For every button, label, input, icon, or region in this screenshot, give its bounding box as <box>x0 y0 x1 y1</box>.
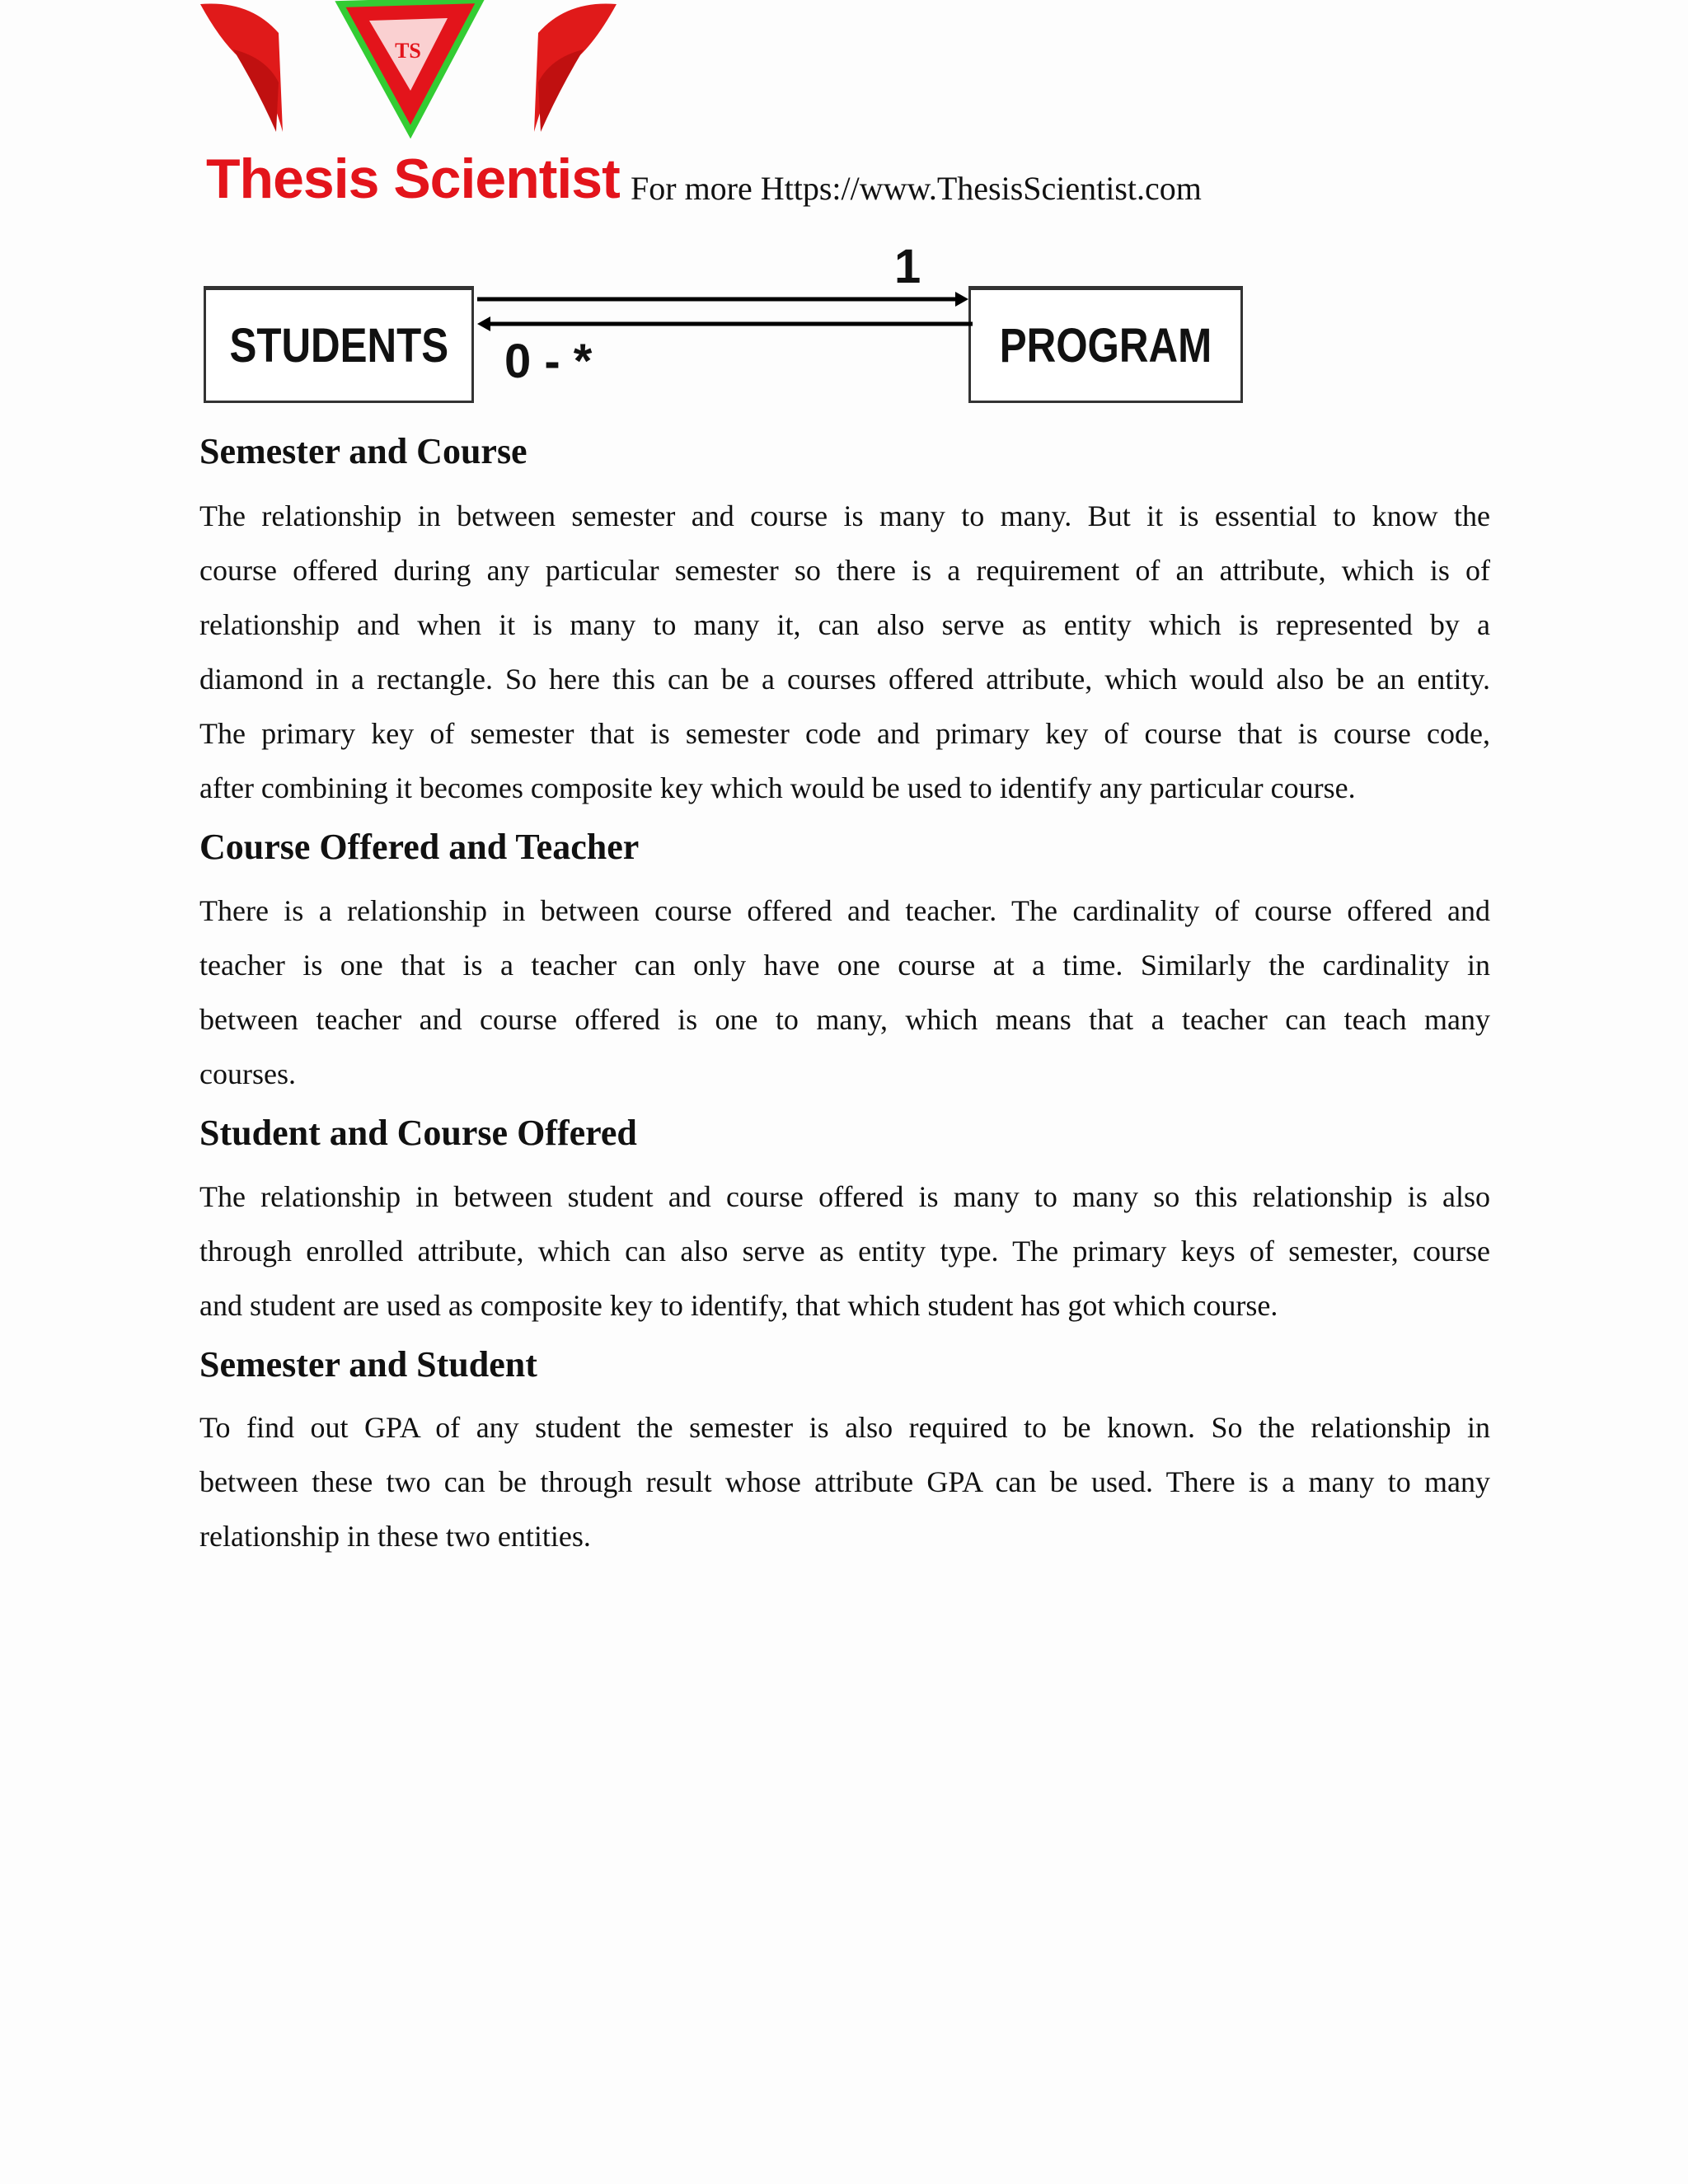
paragraph-line: after combining it becomes composite key which would be used to identify any particular course. <box>199 771 1356 804</box>
brand-name: Thesis Scientist <box>206 148 620 210</box>
paragraph-line: between these two can be through result whose attribute GPA can be used. There is a many to many <box>199 1465 1490 1498</box>
svg-text:TS: TS <box>395 39 421 63</box>
entity-students <box>204 286 474 403</box>
section-paragraph <box>199 1169 1490 1333</box>
arrowhead-right-icon <box>955 292 968 307</box>
paragraph-line: The relationship in between semester and course is many to many. But it is essential to know the <box>199 499 1490 532</box>
section-heading: Student and Course Offered <box>199 1113 637 1153</box>
arrowhead-left-icon <box>477 316 490 331</box>
paragraph-line: relationship and when it is many to many it, can also serve as entity which is represented by a <box>199 608 1490 641</box>
cardinality-zero-many: 0 - * <box>504 335 593 388</box>
entity-students-label: STUDENTS <box>229 318 448 373</box>
paragraph-line: relationship in these two entities. <box>199 1520 591 1553</box>
paragraph-line: The relationship in between student and course offered is many to many so this relationship is also <box>199 1180 1490 1213</box>
section-heading: Course Offered and Teacher <box>199 827 640 867</box>
cardinality-one: 1 <box>894 240 921 293</box>
paragraph-line: through enrolled attribute, which can also serve as entity type. The primary keys of semester, course <box>199 1235 1490 1268</box>
section-paragraph <box>199 489 1490 815</box>
section-heading: Semester and Student <box>199 1344 537 1385</box>
paragraph-line: diamond in a rectangle. So here this can be a courses offered attribute, which would also be an entity. <box>199 663 1490 696</box>
paragraph-line: courses. <box>199 1057 296 1090</box>
entity-program-label: PROGRAM <box>999 318 1212 373</box>
section-paragraph <box>199 1400 1490 1563</box>
paragraph-line: There is a relationship in between course offered and teacher. The cardinality of course offered and <box>199 894 1490 927</box>
entity-program <box>968 286 1243 403</box>
website-link[interactable]: For more Https://www.ThesisScientist.com <box>631 170 1202 207</box>
section-heading: Semester and Course <box>199 431 528 471</box>
paragraph-line: course offered during any particular semester so there is a requirement of an attribute, which is of <box>199 554 1490 587</box>
paragraph-line: between teacher and course offered is one to many, which means that a teacher can teach many <box>199 1003 1490 1036</box>
paragraph-line: and student are used as composite key to identify, that which student has got which course. <box>199 1289 1278 1322</box>
paragraph-line: teacher is one that is a teacher can only have one course at a time. Similarly the cardinality in <box>199 949 1490 982</box>
section-paragraph <box>199 883 1490 1101</box>
paragraph-line: To find out GPA of any student the semester is also required to be known. So the relationship in <box>199 1411 1490 1444</box>
paragraph-line: The primary key of semester that is semester code and primary key of course that is course code, <box>199 717 1490 750</box>
